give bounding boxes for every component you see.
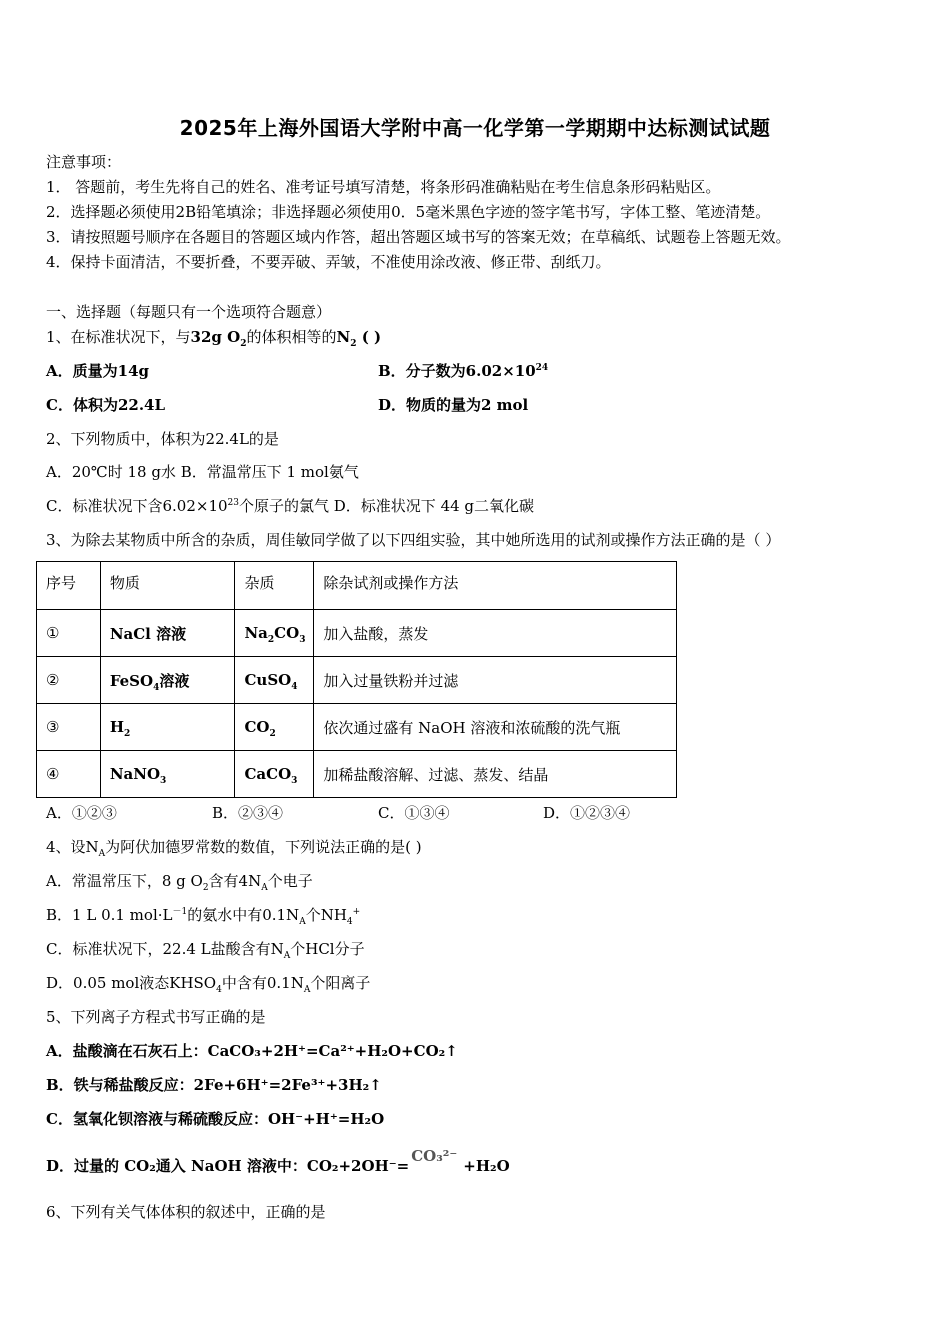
table-cell: 加入盐酸，蒸发 — [314, 610, 677, 657]
cell-sub: 2 — [267, 635, 275, 645]
table-cell: ③ — [37, 704, 101, 751]
table-cell — [100, 657, 235, 704]
cell-sub: 4 — [291, 682, 298, 692]
q4-option-d-text: 中含有0.1N — [221, 974, 304, 992]
carbonate-ion-formula: CO₃²⁻ — [411, 1147, 458, 1165]
table-row — [37, 610, 677, 657]
q4-sub: 2 — [202, 883, 209, 893]
table-cell — [100, 704, 235, 751]
q1-option-a[interactable]: A．质量为14g — [46, 362, 150, 380]
q1-option-d[interactable]: D．物质的量为2 mol — [378, 396, 529, 414]
q3-option-b[interactable]: B．②③④ — [212, 804, 284, 822]
table-row — [37, 657, 677, 704]
q1-sub: 2 — [240, 339, 247, 349]
q3-table — [36, 561, 677, 798]
q4-option-b-text: B．1 L 0.1 mol·L — [46, 906, 173, 924]
cell-text: FeSO — [109, 671, 154, 690]
q1-option-b-text: B．分子数为6.02×10 — [378, 362, 536, 380]
q1-option-b-sup: 24 — [535, 363, 549, 373]
q4-option-b-text: 个NH — [305, 906, 347, 924]
q4-option-a-text: 含有4N — [208, 872, 262, 890]
cell-text: CO — [274, 624, 300, 642]
table-cell — [235, 751, 314, 798]
cell-sub: 3 — [160, 776, 167, 786]
notice-heading: 注意事项： — [46, 153, 122, 171]
q1-paren: ( ) — [356, 328, 382, 346]
q5-option-d-text: D．过量的 CO₂通入 NaOH 溶液中：CO₂+2OH⁻= — [46, 1157, 410, 1175]
q4-sub: A — [303, 985, 311, 995]
question-5-stem: 5、下列离子方程式书写正确的是 — [46, 1008, 266, 1026]
q3-option-a[interactable]: A．①②③ — [46, 804, 117, 822]
q4-text: 为阿伏加德罗常数的数值，下列说法正确的是( ) — [105, 838, 422, 856]
cell-sub: 2 — [269, 729, 276, 739]
table-cell — [100, 610, 235, 657]
question-1-stem — [46, 327, 381, 347]
q4-option-b-text: 的氨水中有0.1N — [187, 906, 300, 924]
q4-option-a-text: A．常温常压下，8 g O — [46, 872, 203, 890]
q5-option-c[interactable]: C．氢氧化钡溶液与稀硫酸反应：OH⁻+H⁺=H₂O — [46, 1110, 385, 1128]
q2-option-c-sup: 23 — [227, 498, 239, 508]
table-cell — [235, 704, 314, 751]
page-title: 2025年上海外国语大学附中高一化学第一学期期中达标测试试题 — [179, 116, 771, 140]
q2-option-d-text: 个原子的氯气 D．标准状况下 44 g二氧化碳 — [239, 497, 535, 515]
cell-text: CuSO — [244, 671, 292, 689]
q3-option-c[interactable]: C．①③④ — [378, 804, 450, 822]
table-cell: 依次通过盛有 NaOH 溶液和浓硫酸的洗气瓶 — [314, 704, 677, 751]
section-heading: 一、选择题（每题只有一个选项符合题意） — [46, 303, 332, 321]
q1-option-b[interactable] — [378, 361, 548, 381]
table-cell — [100, 751, 235, 798]
cell-text: NaCl 溶液 — [109, 624, 187, 643]
table-cell: 加入过量铁粉并过滤 — [314, 657, 677, 704]
table-row — [37, 751, 677, 798]
table-cell — [235, 657, 314, 704]
cell-text: Na — [244, 624, 268, 642]
table-header: 序号 — [37, 562, 101, 610]
q3-option-d[interactable]: D．①②③④ — [543, 804, 631, 822]
notice-item: 3．请按照题号顺序在各题目的答题区域内作答，超出答题区域书写的答案无效；在草稿纸、试题卷上答题无效。 — [46, 228, 791, 246]
q1-text: 的体积相等的 — [246, 328, 337, 346]
notice-item: 4．保持卡面清洁，不要折叠，不要弄破、弄皱，不准使用涂改液、修正带、刮纸刀。 — [46, 253, 611, 271]
q5-option-b[interactable]: B．铁与稀盐酸反应：2Fe+6H⁺=2Fe³⁺+3H₂↑ — [46, 1076, 382, 1094]
q4-option-c-text: C．标准状况下，22.4 L盐酸含有N — [46, 940, 284, 958]
cell-text: CO — [244, 718, 270, 736]
question-4-stem — [46, 837, 422, 857]
q1-formula: 32g O — [190, 328, 241, 346]
q2-option-c-text: C．标准状况下含6.02×10 — [46, 497, 228, 515]
q4-sub: A — [299, 917, 306, 927]
q2-options-cd[interactable] — [46, 496, 534, 516]
q1-sub: 2 — [350, 339, 357, 349]
cell-text: 溶液 — [159, 671, 190, 690]
question-6-stem: 6、下列有关气体体积的叙述中，正确的是 — [46, 1203, 326, 1221]
cell-sub: 2 — [124, 729, 131, 739]
q4-option-d-text: D．0.05 mol液态KHSO — [46, 974, 217, 992]
q4-option-d-text: 个阳离子 — [310, 974, 371, 992]
cell-sub: 3 — [299, 635, 306, 645]
table-header: 物质 — [100, 562, 235, 610]
q4-text: 4、设N — [46, 838, 99, 856]
cell-sub: 3 — [291, 776, 298, 786]
question-3-stem: 3、为除去某物质中所含的杂质，周佳敏同学做了以下四组实验，其中她所选用的试剂或操作方法正确的是（ ） — [46, 531, 781, 549]
q4-sub: 4 — [216, 985, 222, 995]
table-cell: ① — [37, 610, 101, 657]
q4-sub: A — [283, 951, 291, 961]
q4-sub: A — [261, 883, 268, 893]
question-2-stem: 2、下列物质中，体积为22.4L的是 — [46, 430, 279, 448]
cell-sub: 4 — [153, 682, 160, 693]
q5-option-a[interactable]: A．盐酸滴在石灰石上：CaCO₃+2H⁺=Ca²⁺+H₂O+CO₂↑ — [46, 1042, 458, 1060]
q1-option-c[interactable]: C．体积为22.4L — [46, 396, 166, 414]
cell-text: H — [109, 718, 124, 736]
q4-option-d[interactable] — [46, 973, 370, 993]
table-header: 杂质 — [235, 562, 314, 610]
q1-text: 1、在标准状况下，与 — [46, 328, 191, 346]
q4-option-c-text: 个HCl分子 — [290, 940, 365, 958]
q2-options-ab[interactable]: A．20℃时 18 g水 B．常温常压下 1 mol氨气 — [46, 463, 359, 481]
table-cell — [235, 610, 314, 657]
table-header-row — [37, 562, 677, 610]
q4-option-c[interactable] — [46, 939, 365, 959]
notice-item: 1． 答题前，考生先将自己的姓名、准考证号填写清楚，将条形码准确粘贴在考生信息条形码粘贴区。 — [46, 178, 721, 196]
table-cell: 加稀盐酸溶解、过滤、蒸发、结晶 — [314, 751, 677, 798]
table-header: 除杂试剂或操作方法 — [314, 562, 677, 610]
q4-option-a[interactable] — [46, 871, 313, 891]
table-cell: ④ — [37, 751, 101, 798]
q4-sup: + — [352, 907, 361, 917]
q4-option-a-text: 个电子 — [267, 872, 313, 890]
notice-item: 2．选择题必须使用2B铅笔填涂；非选择题必须使用0．5毫米黑色字迹的签字笔书写，字体工整、笔迹清楚。 — [46, 203, 771, 221]
cell-text: CaCO — [244, 765, 292, 783]
q5-option-d[interactable] — [46, 1147, 510, 1176]
cell-text: NaNO — [109, 765, 161, 783]
q1-formula: N — [336, 328, 351, 346]
q4-sub: A — [98, 849, 106, 859]
q4-sup: －1 — [172, 907, 188, 917]
table-row — [37, 704, 677, 751]
table-cell: ② — [37, 657, 101, 704]
q4-sub: 4 — [346, 917, 353, 927]
q4-option-b[interactable] — [46, 905, 360, 925]
q5-option-d-text: +H₂O — [463, 1157, 510, 1175]
